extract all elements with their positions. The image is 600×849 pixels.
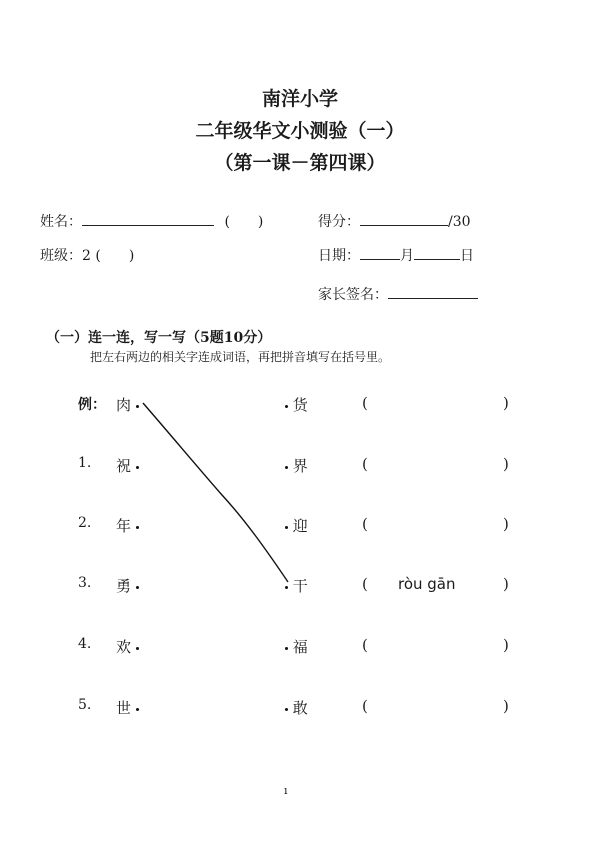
- pinyin-open-paren: (: [362, 515, 368, 533]
- left-char[interactable]: 年: [116, 515, 139, 536]
- right-char[interactable]: 界: [285, 455, 308, 476]
- right-char[interactable]: 迎: [285, 515, 308, 536]
- row-number: 3.: [78, 575, 92, 591]
- left-dot: [136, 405, 139, 408]
- right-dot: [285, 466, 288, 469]
- right-dot: [285, 586, 288, 589]
- left-dot: [136, 466, 139, 469]
- lesson-range: （第一课－第四课）: [214, 152, 386, 174]
- page-mark: ı: [284, 784, 288, 797]
- day-label: 日: [460, 248, 474, 264]
- pinyin-close-paren: ): [503, 575, 509, 593]
- pinyin-open-paren: (: [362, 575, 368, 593]
- pinyin-close-paren: ): [503, 636, 509, 654]
- row-number: 4.: [78, 636, 92, 652]
- score-label: 得分：: [318, 214, 360, 230]
- example-connection-curve: [143, 403, 288, 582]
- pinyin-open-paren: (: [362, 697, 368, 715]
- class-label: 班级：: [40, 248, 82, 264]
- section-instruction: 把左右两边的相关字连成词语，再把拼音填写在括号里。: [90, 350, 391, 364]
- section-heading: （一）连一连，写一写（5题10分）: [46, 330, 272, 346]
- pinyin-open-paren: (: [362, 455, 368, 473]
- left-char[interactable]: 欢: [116, 636, 139, 657]
- name-paren: ( ): [224, 214, 264, 230]
- row-number: 2.: [78, 515, 92, 531]
- right-dot: [285, 708, 288, 711]
- left-char-example: 肉: [116, 394, 139, 415]
- pinyin-close-paren: ): [503, 697, 509, 715]
- right-dot: [285, 526, 288, 529]
- month-label: 月: [400, 248, 414, 264]
- example-label: 例：: [78, 397, 106, 413]
- class-value: 2 ( ): [82, 248, 135, 264]
- date-label: 日期：: [318, 248, 360, 264]
- right-char-example: 货: [285, 394, 308, 415]
- left-dot: [136, 586, 139, 589]
- pinyin-open-paren: (: [362, 636, 368, 654]
- right-dot: [285, 405, 288, 408]
- pinyin-close-paren: ): [503, 394, 509, 412]
- pinyin-close-paren: ): [503, 515, 509, 533]
- right-char[interactable]: 干: [285, 575, 308, 596]
- left-dot: [136, 526, 139, 529]
- name-label: 姓名：: [40, 214, 82, 230]
- left-dot: [136, 647, 139, 650]
- row-number: 1.: [78, 455, 92, 471]
- right-char[interactable]: 福: [285, 636, 308, 657]
- right-char[interactable]: 敢: [285, 697, 308, 718]
- row-number: 5.: [78, 697, 92, 713]
- left-char[interactable]: 世: [116, 697, 139, 718]
- pinyin-answer: ròu gān: [398, 575, 456, 593]
- pinyin-close-paren: ): [503, 455, 509, 473]
- left-char[interactable]: 勇: [116, 575, 139, 596]
- score-total: /30: [448, 214, 471, 230]
- school-name: 南洋小学: [261, 88, 338, 110]
- pinyin-open-paren: (: [362, 394, 368, 412]
- left-dot: [136, 708, 139, 711]
- quiz-title: 二年级华文小测验（一）: [195, 120, 405, 142]
- right-dot: [285, 647, 288, 650]
- left-char[interactable]: 祝: [116, 455, 139, 476]
- parent-signature-label: 家长签名：: [318, 287, 388, 303]
